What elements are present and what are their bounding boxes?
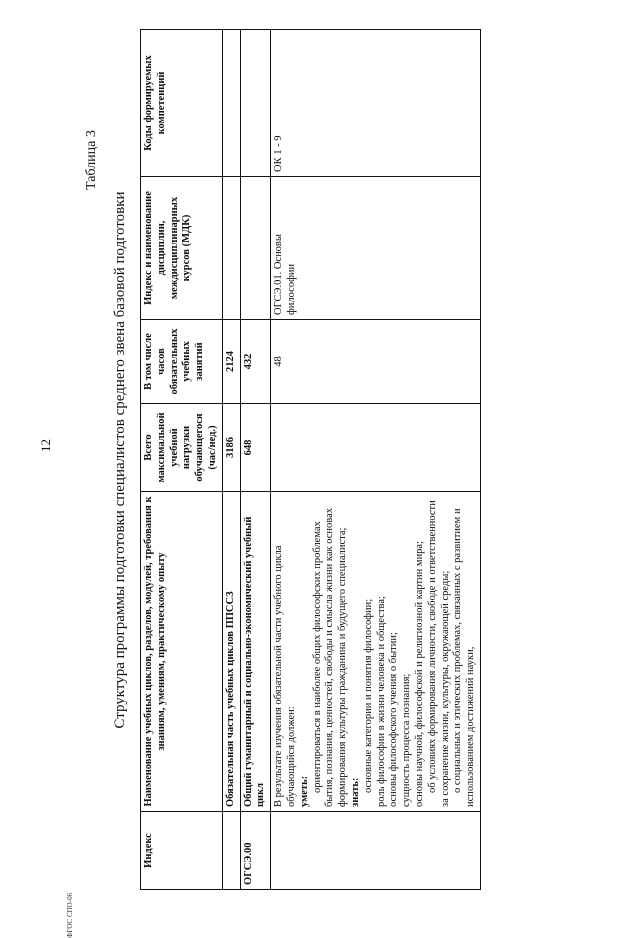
- page-number: 12: [38, 439, 53, 452]
- znat-item: сущность процесса познания;: [401, 673, 413, 807]
- requirements-intro: В результате изучения обязательной части учебного цикла обучающийся должен:: [273, 545, 297, 807]
- mandatory-part-hours: 2124: [222, 320, 240, 404]
- znat-item: основы философского учения о бытии;: [388, 632, 400, 807]
- mandatory-part-name: Обязательная часть учебных циклов ППССЗ: [222, 492, 240, 812]
- ogse01-hours: 48: [271, 320, 481, 404]
- znat-item: об условиях формирования личности, свободе и ответственности за сохранение жизни, культуры, окружающей среды;: [426, 500, 451, 807]
- header-codes: Коды формируемых компетенций: [141, 30, 223, 177]
- ogse01-requirements: [271, 492, 481, 812]
- ogse01-codes: ОК 1 - 9: [271, 30, 481, 177]
- table-header-row: [141, 30, 223, 890]
- table-row-ogse01: [271, 30, 481, 890]
- footer-code: ФГОС СПО-06: [66, 892, 74, 938]
- header-discipline: Индекс и наименование дисциплин, междисциплинарных курсов (МДК): [141, 177, 223, 320]
- ogse01-discipline: ОГСЭ.01. Основы философии: [271, 177, 481, 320]
- table-row-mandatory-part: [222, 30, 240, 890]
- mandatory-part-total: 3186: [222, 404, 240, 492]
- header-name: Наименование учебных циклов, разделов, модулей, требования к знаниям, умениям, практическому опыту: [141, 492, 223, 812]
- header-mandatory: В том числе часов обязательных учебных занятий: [141, 320, 223, 404]
- umet-heading: уметь:: [298, 775, 310, 807]
- znat-item: о социальных и этических проблемах, связанных с развитием и использованием достижений науки,: [452, 508, 477, 807]
- ogse-hours: 432: [240, 320, 271, 404]
- znat-item: основные категории и понятия философии;: [362, 598, 374, 793]
- curriculum-table: [140, 29, 481, 890]
- znat-heading: знать:: [349, 777, 361, 807]
- ogse-index: ОГСЭ.00: [240, 812, 271, 890]
- table-label: Таблица 3: [84, 130, 99, 190]
- header-index: Индекс: [141, 812, 223, 890]
- ogse-name: Общий гуманитарный и социально-экономический учебный цикл: [240, 492, 271, 812]
- rotated-page-content: [66, 30, 638, 938]
- ogse-total: 648: [240, 404, 271, 492]
- document-title: Структура программы подготовки специалистов среднего звена базовой подготовки: [112, 191, 128, 729]
- znat-item: роль философии в жизни человека и общества;: [375, 596, 387, 807]
- umet-text: ориентироваться в наиболее общих философских проблемах бытия, познания, ценностей, свободы и смысла жизни как основах формирования культуры гражданина и будущего специалиста;: [311, 508, 349, 807]
- table-row-ogse: [240, 30, 271, 890]
- znat-item: основы научной, философской и религиозной картин мира;: [413, 540, 425, 807]
- header-total: Всего максимальной учебной нагрузки обучающегося (час/нед.): [141, 404, 223, 492]
